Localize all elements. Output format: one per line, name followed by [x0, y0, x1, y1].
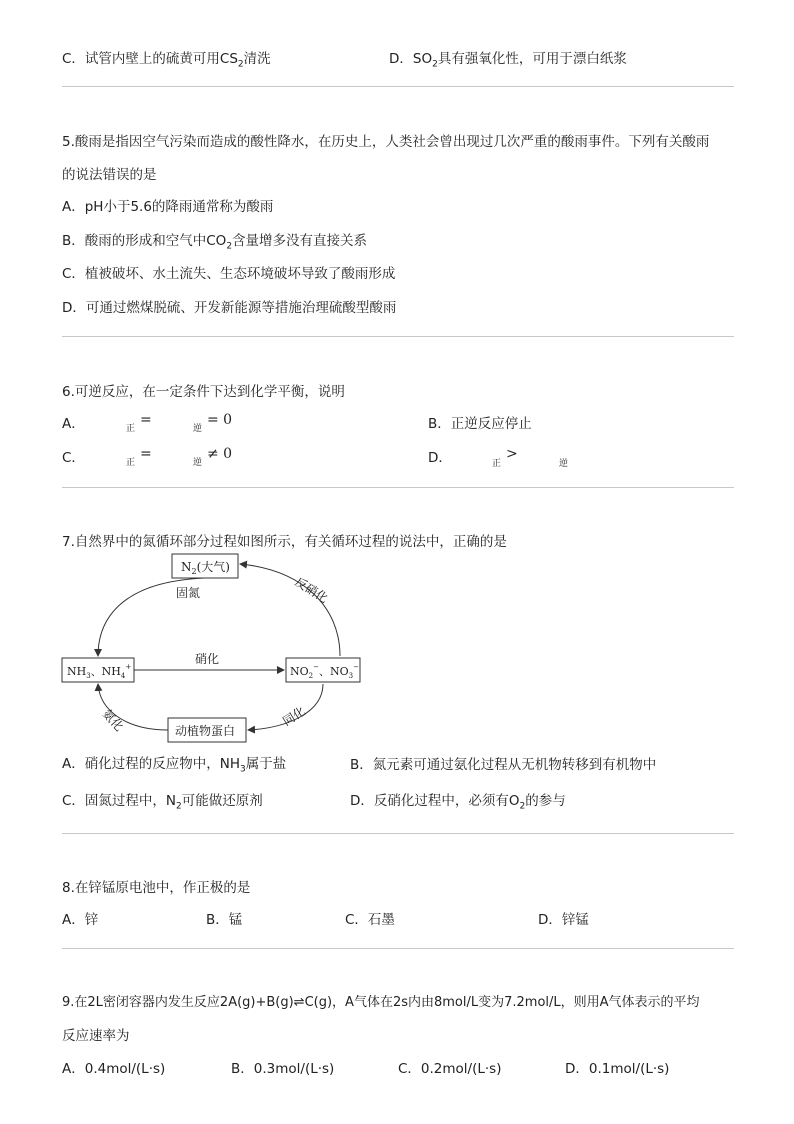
ammonia-label: $NH_3$、$NH_4^+$ — [67, 663, 132, 680]
q8-option-d: D．锌锰 — [538, 912, 589, 928]
q5-option-a: A．pH小于5.6的降雨通常称为酸雨 — [62, 199, 274, 215]
q5-stem-line1: 5.酸雨是指因空气污染而造成的酸性降水，在历史上，人类社会曾出现过几次严重的酸雨事件。下列有关酸雨 — [62, 134, 710, 150]
q9-option-c: C．0.2mol/(L·s) — [398, 1061, 502, 1077]
q5-option-d: D．可通过燃煤脱硫、开发新能源等措施治理硫酸型酸雨 — [62, 300, 397, 316]
q7-stem: 7.自然界中的氮循环部分过程如图所示，有关循环过程的说法中，正确的是 — [62, 534, 507, 550]
nitrate-label: $NO_2^-$、$NO_3^-$ — [290, 663, 359, 680]
fixation-label: 固氮 — [176, 586, 201, 600]
assimilation-label: 同化 — [280, 703, 308, 729]
q9-option-a: A．0.4mol/(L·s) — [62, 1061, 166, 1077]
q8-option-c: C．石墨 — [345, 912, 395, 928]
q6-option-b: B．正逆反应停止 — [428, 416, 532, 432]
q4-option-d: D．$SO_2$具有强氧化性，可用于漂白纸浆 — [389, 51, 627, 70]
denitrification-arrow — [240, 564, 340, 656]
q9-option-b: B．0.3mol/(L·s) — [231, 1061, 335, 1077]
n2-atmosphere-label: $N_2$(大气) — [181, 560, 230, 576]
q8-stem: 8.在锌锰原电池中，作正极的是 — [62, 880, 251, 896]
q9-stem-line2: 反应速率为 — [62, 1028, 130, 1044]
q4-option-c: C．试管内壁上的硫黄可用$CS_2$清洗 — [62, 51, 271, 70]
q5-option-c: C．植被破坏、水土流失、生态环境破坏导致了酸雨形成 — [62, 266, 396, 282]
divider — [62, 336, 734, 337]
q7-option-d: D．反硝化过程中，必须有$O_2$的参与 — [350, 793, 566, 812]
q8-option-a: A．锌 — [62, 912, 99, 928]
protein-label: 动植物蛋白 — [175, 724, 236, 738]
q6-option-a: A． 正 = 逆 = 0 — [62, 412, 233, 434]
q8-option-b: B．锰 — [206, 912, 243, 928]
divider — [62, 487, 734, 488]
q6-option-c: C． 正 = 逆 ≠ 0 — [62, 446, 233, 468]
divider — [62, 833, 734, 834]
q7-option-c: C．固氮过程中，$N_2$可能做还原剂 — [62, 793, 263, 812]
q6-stem: 6.可逆反应，在一定条件下达到化学平衡，说明 — [62, 384, 345, 400]
q7-option-a: A．硝化过程的反应物中，$NH_3$属于盐 — [62, 756, 287, 775]
divider — [62, 86, 734, 87]
q5-option-b: B．酸雨的形成和空气中$CO_2$含量增多没有直接关系 — [62, 233, 368, 252]
nitrogen-cycle-diagram — [58, 552, 368, 747]
q9-stem-line1: 9.在2L密闭容器内发生反应2A(g)+B(g)⇌C(g)，A气体在2s内由8mol/L变为7.2mol/L，则用A气体表示的平均 — [62, 995, 700, 1010]
nitrification-label: 硝化 — [195, 652, 220, 666]
q9-option-d: D．0.1mol/(L·s) — [565, 1061, 670, 1077]
ammonification-label: 氨化 — [99, 706, 127, 734]
q5-stem-line2: 的说法错误的是 — [62, 167, 157, 183]
q6-option-d: D． 正 > 逆 — [428, 446, 569, 469]
divider — [62, 948, 734, 949]
q7-option-b: B．氮元素可通过氨化过程从无机物转移到有机物中 — [350, 757, 657, 773]
denitrification-label: 反硝化 — [292, 574, 331, 606]
